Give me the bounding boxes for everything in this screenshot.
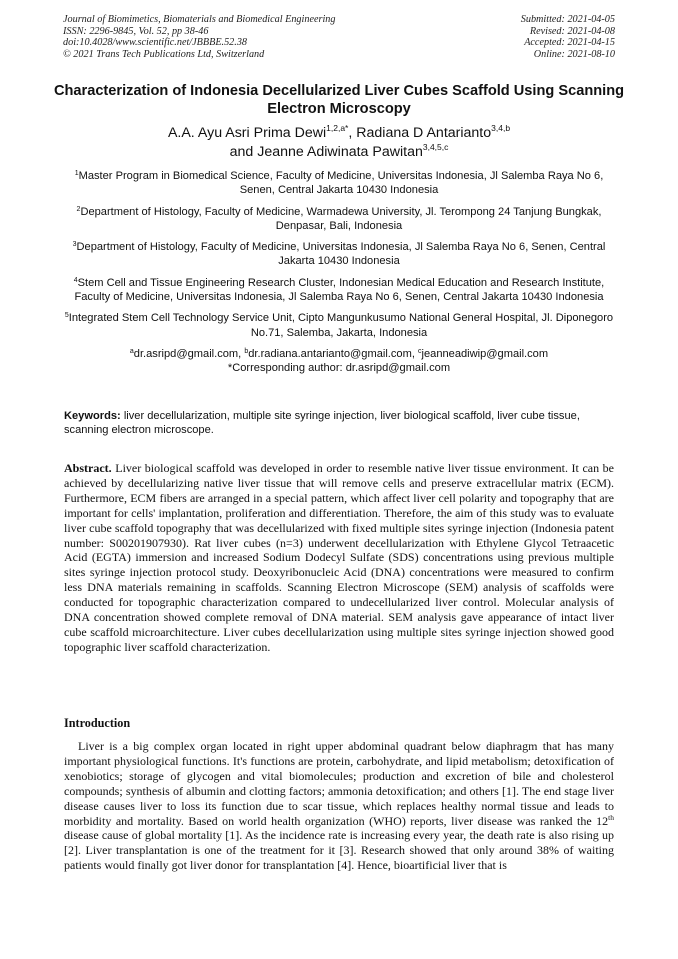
affiliation-item	[64, 276, 614, 305]
abstract-section	[64, 461, 614, 655]
affiliation-text: Master Program in Biomedical Science, Faculty of Medicine, Universitas Indonesia, Jl Salemba Raya No 6, Senen, Central Jakarta 10430 Indonesia	[78, 170, 604, 197]
keywords-label: Keywords:	[64, 410, 121, 422]
affiliation-list	[64, 169, 614, 376]
email-marker: b	[244, 347, 249, 355]
affiliation-item	[64, 240, 614, 269]
author-name: Jeanne Adiwinata Pawitan	[257, 144, 423, 160]
email-marker: c	[418, 347, 422, 355]
abstract-text: Liver biological scaffold was developed in order to resemble native liver tissue environment. It can be achieved by decellularizing native liver tissue that will remove cells and preserve extracellular matrix (ECM). Furthermore, ECM fibers are arranged in a special pattern, which affect liver cell polarity and topography that are important for cells' implantation, proliferation and differentiation. Therefore, the aim of this study was to evaluate liver cube scaffold topography that was decellularized with fixed multiple sites syringe injection (Indonesia patent number: S00201907930). Rat liver cubes (n=3) underwent decellularization with Ethylene Glycol Tetraacetic Acid (EGTA) immersion and increased Sodium Dodecyl Sulfate (SDS) concentrations using previous multiple sites syringe injection protocol study. Deoxyribonucleic Acid (DNA) concentrations were measured to confirm less DNA materials remaining in scaffolds. Scanning Electron Microscope (SEM) analysis of scaffolds were conducted for topographic characterization compared to undecellularized liver control. Molecular analysis of DNA concentration showed complete removal of DNA material. SEM analysis gave appearance of intact liver cube scaffold microarchitecture. Liver cubes decellularization using multiple sites syringe injection showed good topographic liver scaffold characterization.	[64, 461, 614, 654]
affiliation-item	[64, 311, 614, 340]
issn-line: ISSN: 2296-9845, Vol. 52, pp 38-46	[63, 25, 209, 37]
affiliation-number: 3	[72, 241, 77, 249]
affiliation-item	[64, 205, 614, 234]
affiliation-number: 1	[74, 170, 79, 177]
journal-header-left	[63, 14, 335, 60]
affiliation-text: Integrated Stem Cell Technology Service Unit, Cipto Mangunkusumo National General Hospital, Jl. Diponegoro No.71, Salemba, Jakarta, Indonesia	[68, 312, 614, 339]
affiliation-text: Department of Histology, Faculty of Medicine, Universitas Indonesia, Jl Salemba Raya No 6, Senen, Central Jakarta 10430 Indonesia	[76, 241, 606, 268]
author-name: Radiana D Antarianto	[356, 125, 492, 141]
affiliation-number: 2	[76, 205, 81, 213]
affiliation-number: 4	[73, 276, 78, 284]
keywords-section	[64, 409, 614, 438]
accepted-date: Accepted: 2021-04-15	[524, 37, 615, 49]
author-affiliation-marker: 1,2,a*	[326, 123, 349, 133]
journal-name: Journal of Biomimetics, Biomaterials and Biomedical Engineering	[63, 14, 336, 25]
intro-text: Liver is a big complex organ located in right upper abdominal quadrant below diaphragm that has many important physiological functions. It's functions are protein, carbohydrate, and lipid metabolism; detoxification of xenobiotics; storage of glycogen and vital biomolecules; production and excretion of bile and cholesterol compounds; synthesis of albumin and clotting factors; ammonia detoxification; and others [1]. The end stage liver disease causes liver to loss its function due to scar tissue, which replaces healthy normal tissue and leads to morbidity and mortality. Based on world health organization (WHO) reports, liver disease was ranked the 12	[64, 739, 614, 828]
affiliation-text: Department of Histology, Faculty of Medicine, Warmadewa University, Jl. Terompong 24 Tanjung Bungkak, Denpasar, Bali, Indonesia	[80, 205, 602, 232]
doi-line: doi:10.4028/www.scientific.net/JBBBE.52.38	[63, 37, 248, 49]
affiliation-text: Stem Cell and Tissue Engineering Research Cluster, Indonesian Medical Education and Research Institute, Faculty of Medicine, Universitas Indonesia, Jl Salemba Raya No 6, Senen, Central Jakarta 10430 Indonesia	[74, 276, 605, 304]
online-date: Online: 2021-08-10	[533, 48, 615, 60]
corresponding-author: *Corresponding author: dr.asripd@gmail.com	[227, 362, 451, 375]
ordinal-suffix: th	[608, 812, 614, 822]
submitted-date: Submitted: 2021-04-05	[520, 14, 615, 25]
author-affiliation-marker: 3,4,b	[491, 123, 511, 133]
introduction-heading: Introduction	[64, 716, 131, 730]
keywords-text: liver decellularization, multiple site syringe injection, liver biological scaffold, liver cube tissue, scanning electron microscope.	[64, 410, 580, 437]
email-link[interactable]: dr.asripd@gmail.com,	[133, 347, 242, 360]
affiliation-number: 5	[64, 312, 69, 320]
affiliation-item	[64, 169, 614, 198]
email-block	[64, 347, 614, 376]
author-affiliation-marker: 3,4,5,c	[422, 142, 449, 152]
intro-text-continued: disease cause of global mortality [1]. As the incidence rate is increasing every year, the death rate is also rising up [2]. Liver transplantation is one of the treatment for it [3]. Research showed that only around 38% of waiting patients would finally got liver donor for transplantation [4]. Hence, bioartificial liver that is	[64, 828, 614, 873]
abstract-label: Abstract.	[64, 461, 112, 475]
introduction-paragraph	[64, 739, 614, 873]
email-link[interactable]: jeanneadiwip@gmail.com	[421, 347, 549, 360]
copyright-line: © 2021 Trans Tech Publications Ltd, Switzerland	[63, 48, 265, 60]
journal-header-right	[521, 14, 615, 60]
author-conjunction: and	[229, 144, 254, 160]
paper-title: Characterization of Indonesia Decellularized Liver Cubes Scaffold Using Scanning Electron Microscopy	[53, 83, 625, 117]
email-marker: a	[129, 347, 134, 355]
revised-date: Revised: 2021-04-08	[529, 25, 615, 37]
email-link[interactable]: dr.radiana.antarianto@gmail.com,	[248, 347, 415, 360]
author-list: A.A. Ayu Asri Prima Dewi$^{1,2,a*}$, Radiana D Antarianto$^{3,4,b}$ and Jeanne Adiwinata Pawitan$^{3,4,5,c}$	[167, 123, 511, 160]
author-name: A.A. Ayu Asri Prima Dewi	[167, 125, 327, 141]
